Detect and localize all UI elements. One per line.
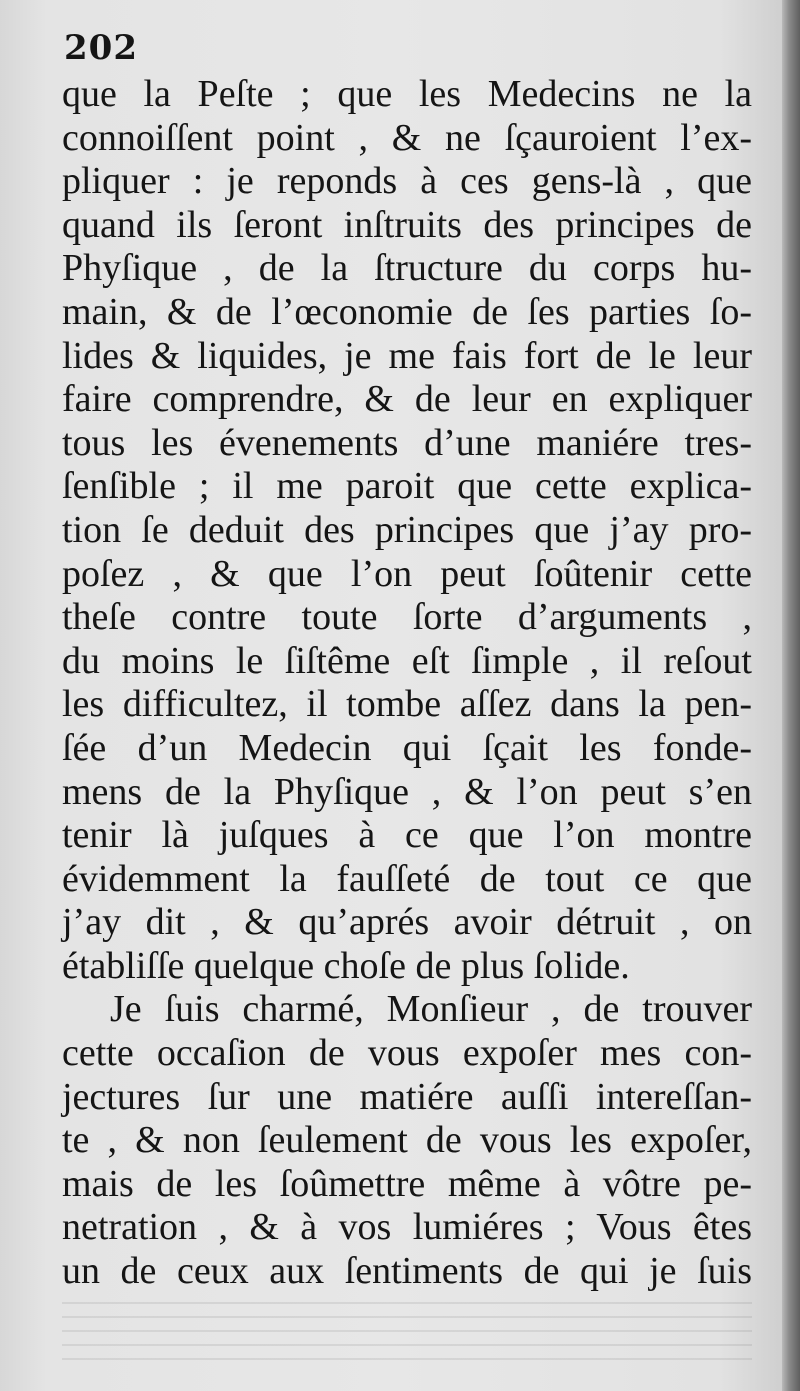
text-line: jectures ſur une matiére auſſi intereſſan- [62,1075,752,1118]
text-line: les difficultez, il tombe aſſez dans la pen- [62,683,752,726]
text-line: main, & de l’œconomie de ſes parties ſo- [62,290,752,333]
page-number: 202 [64,28,138,68]
text-line: theſe contre toute ſorte d’arguments , [62,596,752,639]
body-text [62,73,752,1294]
text-line: faire comprendre, & de leur en expliquer [62,378,752,421]
text-line: tous les évenements d’une maniére tres- [62,421,752,464]
text-line: connoiſſent point , & ne ſçauroient l’ex- [62,116,752,159]
text-line: du moins le ſiſtême eſt ſimple , il reſout [62,639,752,682]
text-line: netration , & à vos lumiéres ; Vous êtes [62,1206,752,1249]
text-line: évidemment la fauſſeté de tout ce que [62,857,752,900]
page-edge-shadow [782,0,800,1391]
text-line: Phyſique , de la ſtructure du corps hu- [62,247,752,290]
text-line: ſée d’un Medecin qui ſçait les fonde- [62,726,752,769]
text-line: mens de la Phyſique , & l’on peut s’en [62,770,752,813]
text-line: Je ſuis charmé, Monſieur , de trouver [110,988,752,1031]
text-line: que la Peſte ; que les Medecins ne la [62,73,752,115]
text-line: poſez , & que l’on peut ſoûtenir cette [62,552,752,595]
show-through-texture [62,1300,752,1360]
text-line: tion ſe deduit des principes que j’ay pro- [62,508,752,551]
text-line: tenir là juſques à ce que l’on montre [62,814,752,857]
text-line: mais de les ſoûmettre même à vôtre pe- [62,1162,752,1205]
text-line: pliquer : je reponds à ces gens-là , que [62,160,752,203]
text-line: j’ay dit , & qu’aprés avoir détruit , on [62,901,752,944]
text-line: quand ils ſeront inſtruits des principes de [62,203,752,246]
text-line: ſenſible ; il me paroit que cette explica- [62,465,752,508]
text-line: cette occaſion de vous expoſer mes con- [62,1032,752,1075]
text-line: établiſſe quelque choſe de plus ſolide. [62,944,630,987]
text-line: te , & non ſeulement de vous les expoſer, [62,1119,752,1162]
text-line: lides & liquides, je me fais fort de le leur [62,334,752,377]
text-line: un de ceux aux ſentiments de qui je ſuis [62,1250,752,1293]
